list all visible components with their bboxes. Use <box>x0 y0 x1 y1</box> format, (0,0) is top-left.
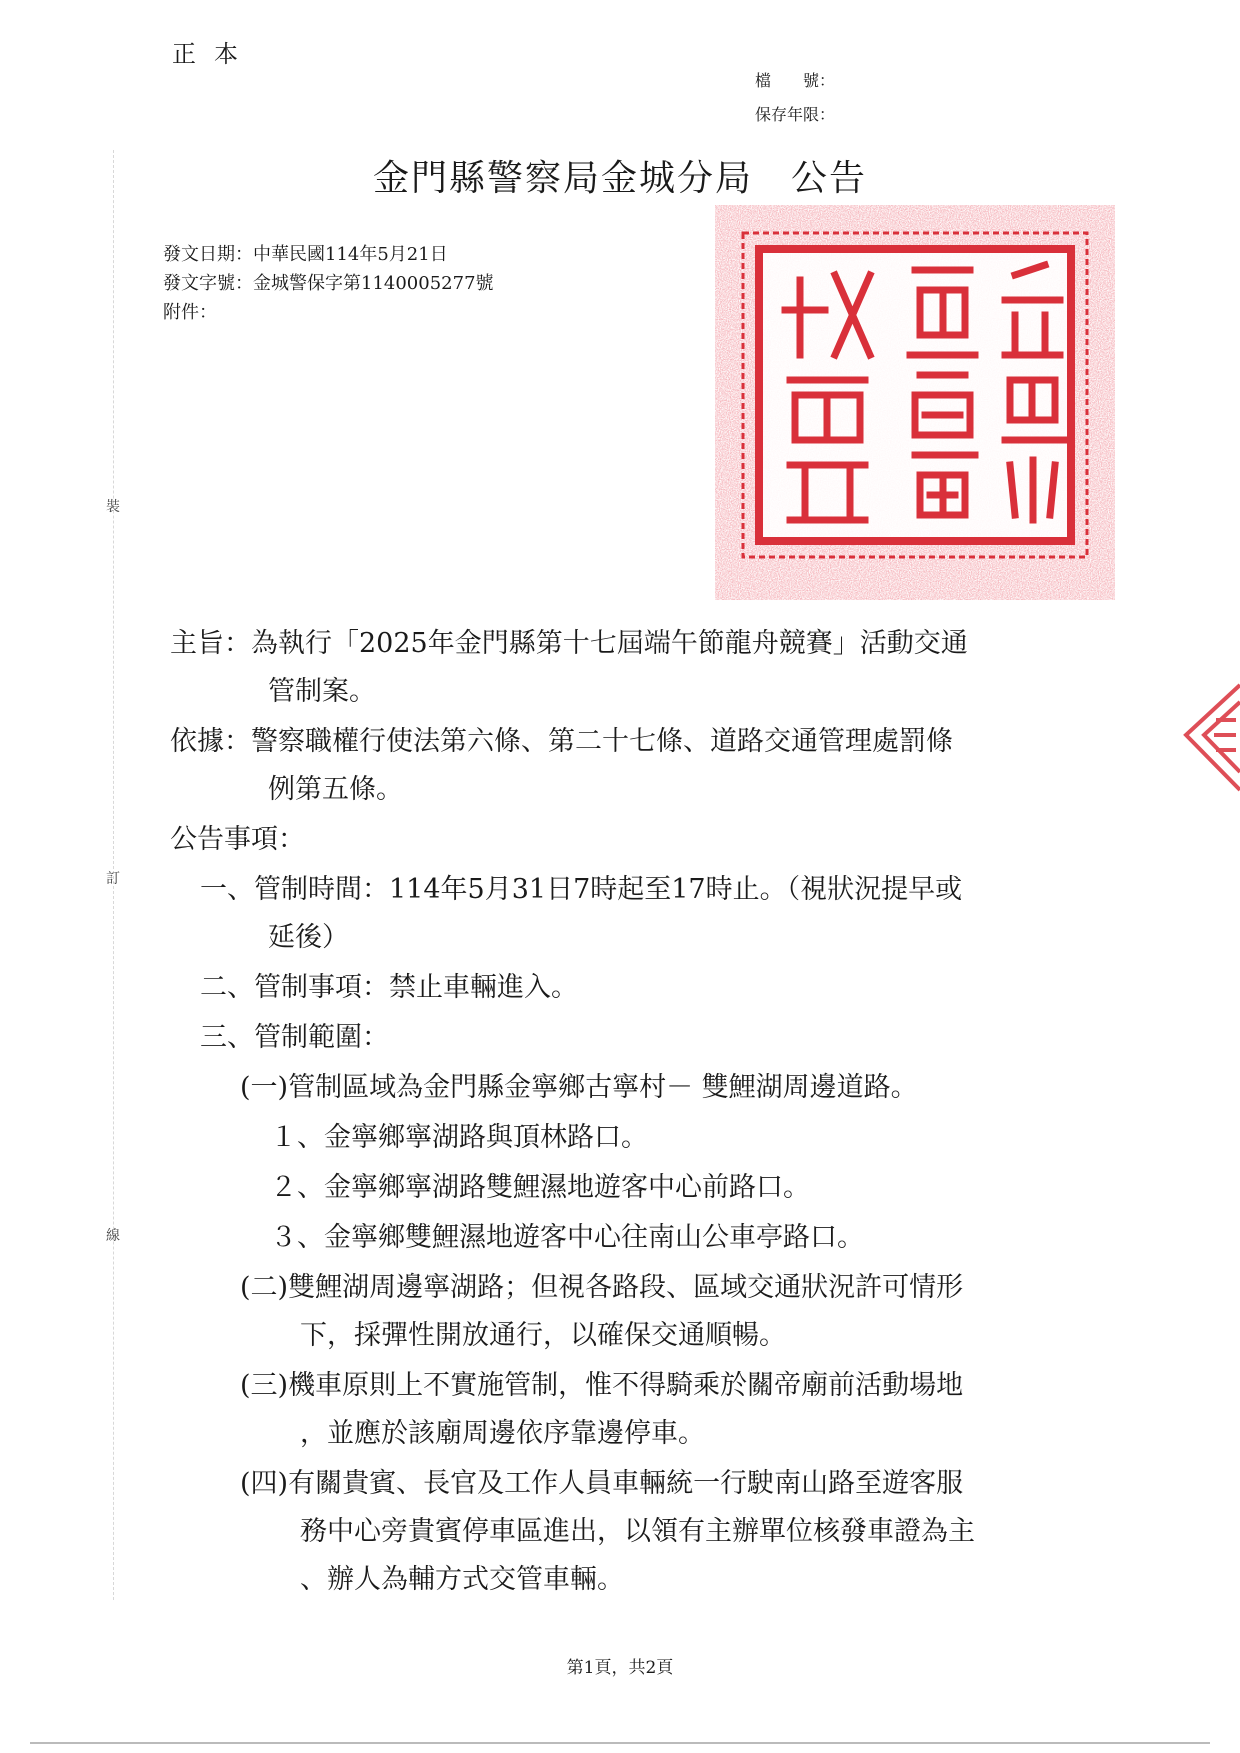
page-number: 第1頁，共2頁 <box>566 1658 674 1678</box>
retention-period-label: 保存年限： <box>755 105 836 124</box>
sub-item-2-line-2: 下，採彈性開放通行，以確保交通順暢。 <box>300 1320 786 1351</box>
notice-heading: 公告事項： <box>170 824 305 855</box>
sub-item-4-line-2: 務中心旁貴賓停車區進出，以領有主辦單位核發車證為主 <box>300 1516 975 1547</box>
attachment-label: 附件： <box>163 302 217 323</box>
sub-item-1-b: ２、金寧鄉寧湖路雙鯉濕地遊客中心前路口。 <box>270 1172 810 1203</box>
item-1-line-1: 一、管制時間：114年5月31日7時起至17時止。（視狀況提早或 <box>200 874 963 905</box>
document-number: 發文字號：金城警保字第1140005277號 <box>163 273 494 294</box>
document-title: 金門縣警察局金城分局 公告 <box>372 158 867 199</box>
issue-date: 發文日期：中華民國114年5月21日 <box>163 244 448 265</box>
sub-item-1: (一)管制區域為金門縣金寧鄉古寧村－ 雙鯉湖周邊道路。 <box>240 1072 918 1103</box>
sub-item-2-line-1: (二)雙鯉湖周邊寧湖路；但視各路段、區域交通狀況許可情形 <box>240 1272 964 1303</box>
item-2: 二、管制事項：禁止車輛進入。 <box>200 972 578 1003</box>
basis-line-1: 依據：警察職權行使法第六條、第二十七條、道路交通管理處罰條 <box>170 726 953 757</box>
binding-char-zhuang: 裝 <box>106 499 120 515</box>
sub-item-1-a: １、金寧鄉寧湖路與頂林路口。 <box>270 1122 648 1153</box>
subject-line-1: 主旨：為執行「2025年金門縣第十七屆端午節龍舟競賽」活動交通 <box>170 628 968 659</box>
sub-item-4-line-1: (四)有關貴賓、長官及工作人員車輛統一行駛南山路至遊客服 <box>240 1468 964 1499</box>
binding-char-ding: 訂 <box>106 871 120 887</box>
sub-item-3-line-2: ，並應於該廟周邊依序靠邊停車。 <box>300 1418 705 1449</box>
item-1-line-2: 延後） <box>268 922 349 953</box>
item-3: 三、管制範圍： <box>200 1022 389 1053</box>
archive-number-label: 檔 號： <box>755 71 836 90</box>
basis-line-2: 例第五條。 <box>268 774 403 805</box>
subject-line-2: 管制案。 <box>268 676 376 707</box>
sub-item-3-line-1: (三)機車原則上不實施管制，惟不得騎乘於關帝廟前活動場地 <box>240 1370 964 1401</box>
binding-char-xian: 線 <box>106 1228 120 1244</box>
bottom-rule <box>30 1742 1210 1744</box>
sub-item-1-c: ３、金寧鄉雙鯉濕地遊客中心往南山公車亭路口。 <box>270 1222 864 1253</box>
sub-item-4-line-3: 、辦人為輔方式交管車輛。 <box>300 1564 624 1595</box>
copy-mark: 正本 <box>172 40 256 68</box>
